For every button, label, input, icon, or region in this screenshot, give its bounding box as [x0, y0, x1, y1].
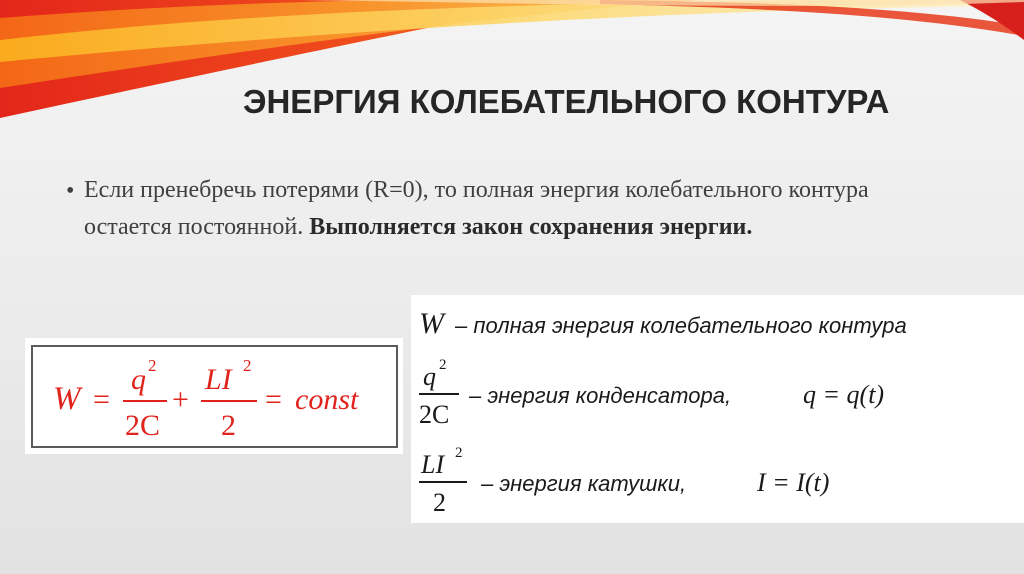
legend-row3-relation: I = I(t) [757, 468, 830, 497]
formula-panel [25, 338, 403, 454]
formula-frac2-num: LI [205, 363, 232, 396]
legend-panel [411, 295, 1024, 523]
energy-formula-box [31, 345, 398, 448]
legend-row2-text: – энергия конденсатора, [469, 383, 732, 408]
legend-row3-bar [419, 481, 467, 483]
legend-equations [411, 295, 1024, 523]
formula-lhs: W [53, 381, 81, 417]
legend-row3-text: – энергия катушки, [481, 471, 687, 496]
formula-eq1: = [93, 383, 110, 416]
formula-frac1-num: q [131, 363, 146, 396]
legend-row3-num: LI [421, 450, 445, 479]
legend-row3-exp: 2 [455, 445, 463, 461]
bullet-text-bold: Выполняется закон сохранения энергии. [309, 214, 753, 240]
legend-row1-symbol: W [419, 307, 444, 340]
formula-eq2: = [265, 383, 282, 416]
formula-frac1-exp: 2 [148, 356, 157, 375]
legend-row2-bar [419, 393, 459, 395]
legend-row2-num: q [423, 362, 436, 391]
formula-frac2-exp: 2 [243, 356, 252, 375]
bullet-text-normal: Если пренебречь потерями (R=0), то полная энергия колебательного контура остается постоянной. [84, 177, 869, 240]
legend-row2-relation: q = q(t) [803, 380, 885, 409]
formula-plus: + [172, 383, 189, 416]
formula-frac1-bar [123, 400, 167, 402]
energy-formula [33, 347, 396, 446]
legend-row2-exp: 2 [439, 357, 447, 373]
slide-title: ЭНЕРГИЯ КОЛЕБАТЕЛЬНОГО КОНТУРА [243, 83, 890, 120]
bullet-text [84, 172, 934, 246]
legend-row3-den: 2 [433, 488, 446, 517]
formula-frac2-den: 2 [221, 409, 236, 442]
formula-frac2-bar [201, 400, 257, 402]
legend-row1-text: – полная энергия колебательного контура [455, 313, 907, 338]
formula-frac1-den: 2C [125, 409, 161, 442]
legend-row2-den: 2C [419, 400, 450, 429]
bullet-marker: • [66, 178, 75, 204]
formula-rhs: const [295, 383, 359, 416]
